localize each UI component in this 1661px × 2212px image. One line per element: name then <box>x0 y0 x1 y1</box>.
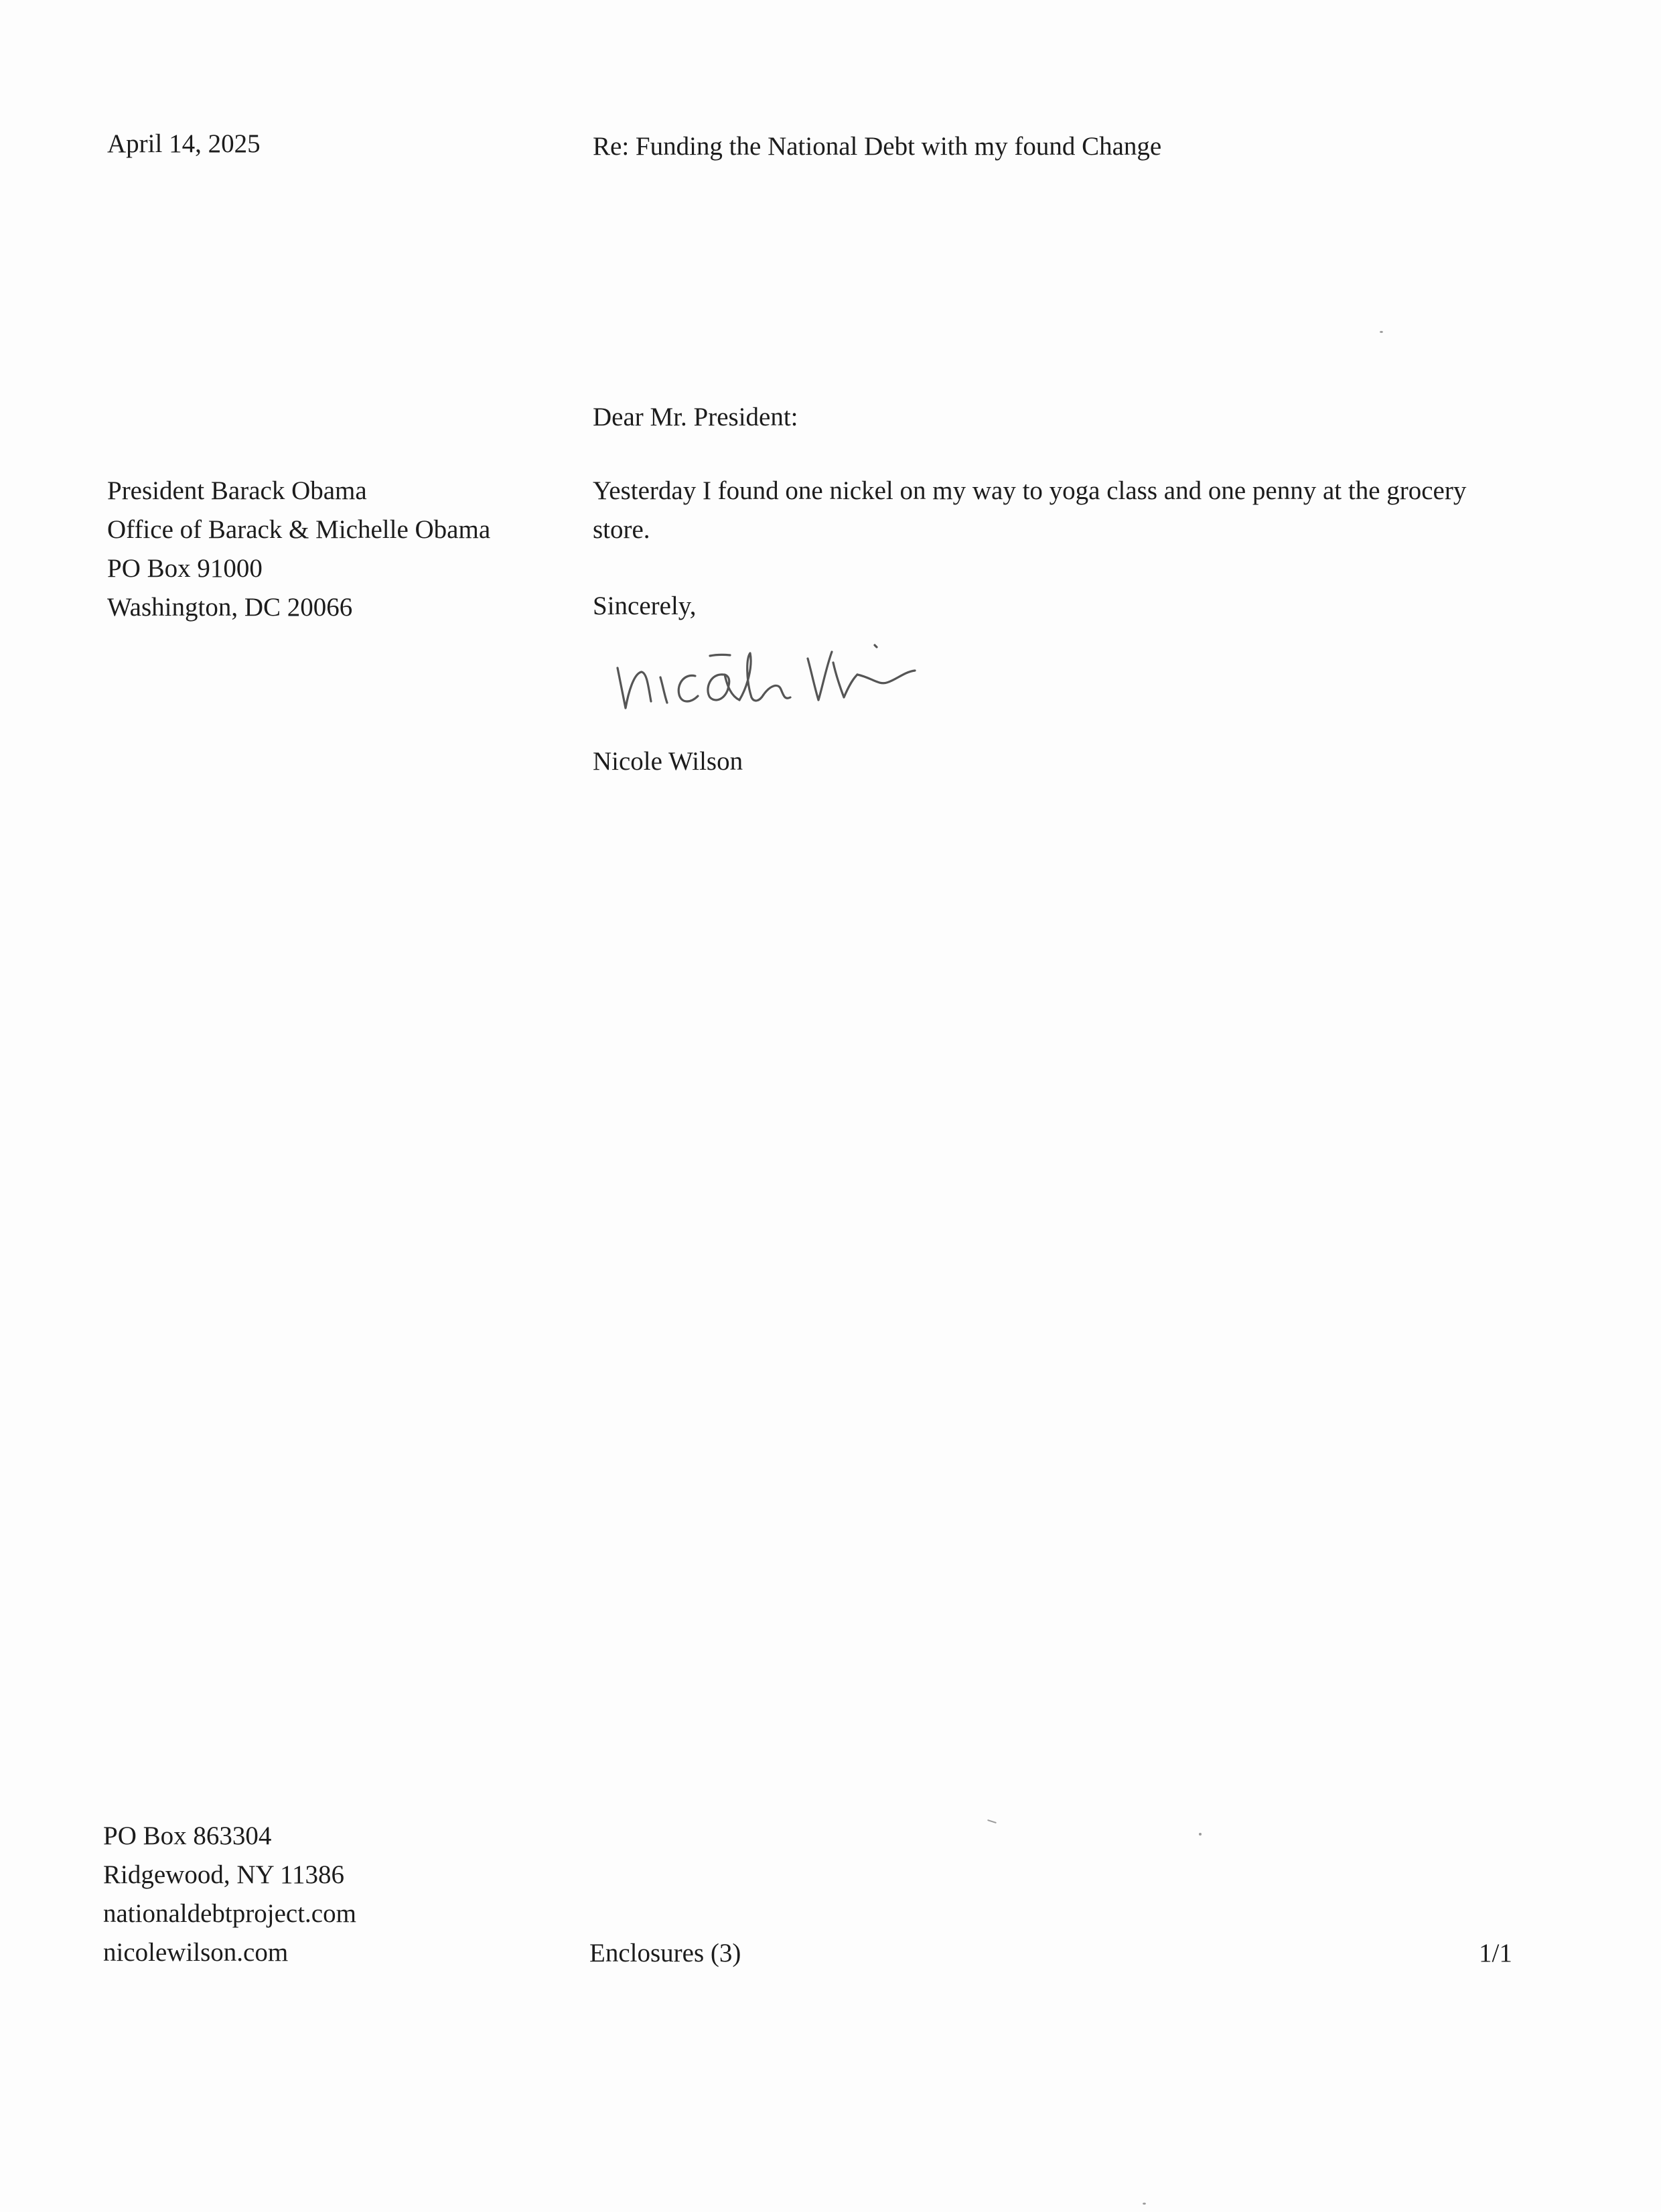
sender-city-state-zip: Ridgewood, NY 11386 <box>103 1860 345 1889</box>
recipient-city-state-zip: Washington, DC 20066 <box>107 593 353 622</box>
letter-subject: Re: Funding the National Debt with my found Change <box>593 132 1162 161</box>
salutation: Dear Mr. President: <box>593 403 798 431</box>
sender-address <box>103 1817 356 1972</box>
recipient-address <box>107 472 490 627</box>
scan-speck <box>1380 331 1383 333</box>
closing: Sincerely, <box>593 592 697 620</box>
recipient-office: Office of Barack & Michelle Obama <box>107 515 491 544</box>
handwritten-signature <box>609 633 931 720</box>
scan-speck <box>1143 2203 1146 2205</box>
letter-body: Yesterday I found one nickel on my way to yoga class and one penny at the grocery store. <box>593 476 1467 544</box>
recipient-name: President Barack Obama <box>107 476 367 505</box>
scan-speck <box>987 1819 997 1823</box>
sender-po-box: PO Box 863304 <box>103 1821 272 1850</box>
scan-speck <box>1199 1833 1202 1836</box>
letter-date: April 14, 2025 <box>107 129 261 158</box>
sender-website-national-debt: nationaldebtproject.com <box>103 1899 356 1928</box>
recipient-po-box: PO Box 91000 <box>107 554 263 583</box>
page-number: 1/1 <box>1479 1939 1512 1967</box>
enclosures-note: Enclosures (3) <box>589 1939 741 1967</box>
signer-name: Nicole Wilson <box>593 747 743 776</box>
sender-website-personal: nicolewilson.com <box>103 1938 289 1967</box>
